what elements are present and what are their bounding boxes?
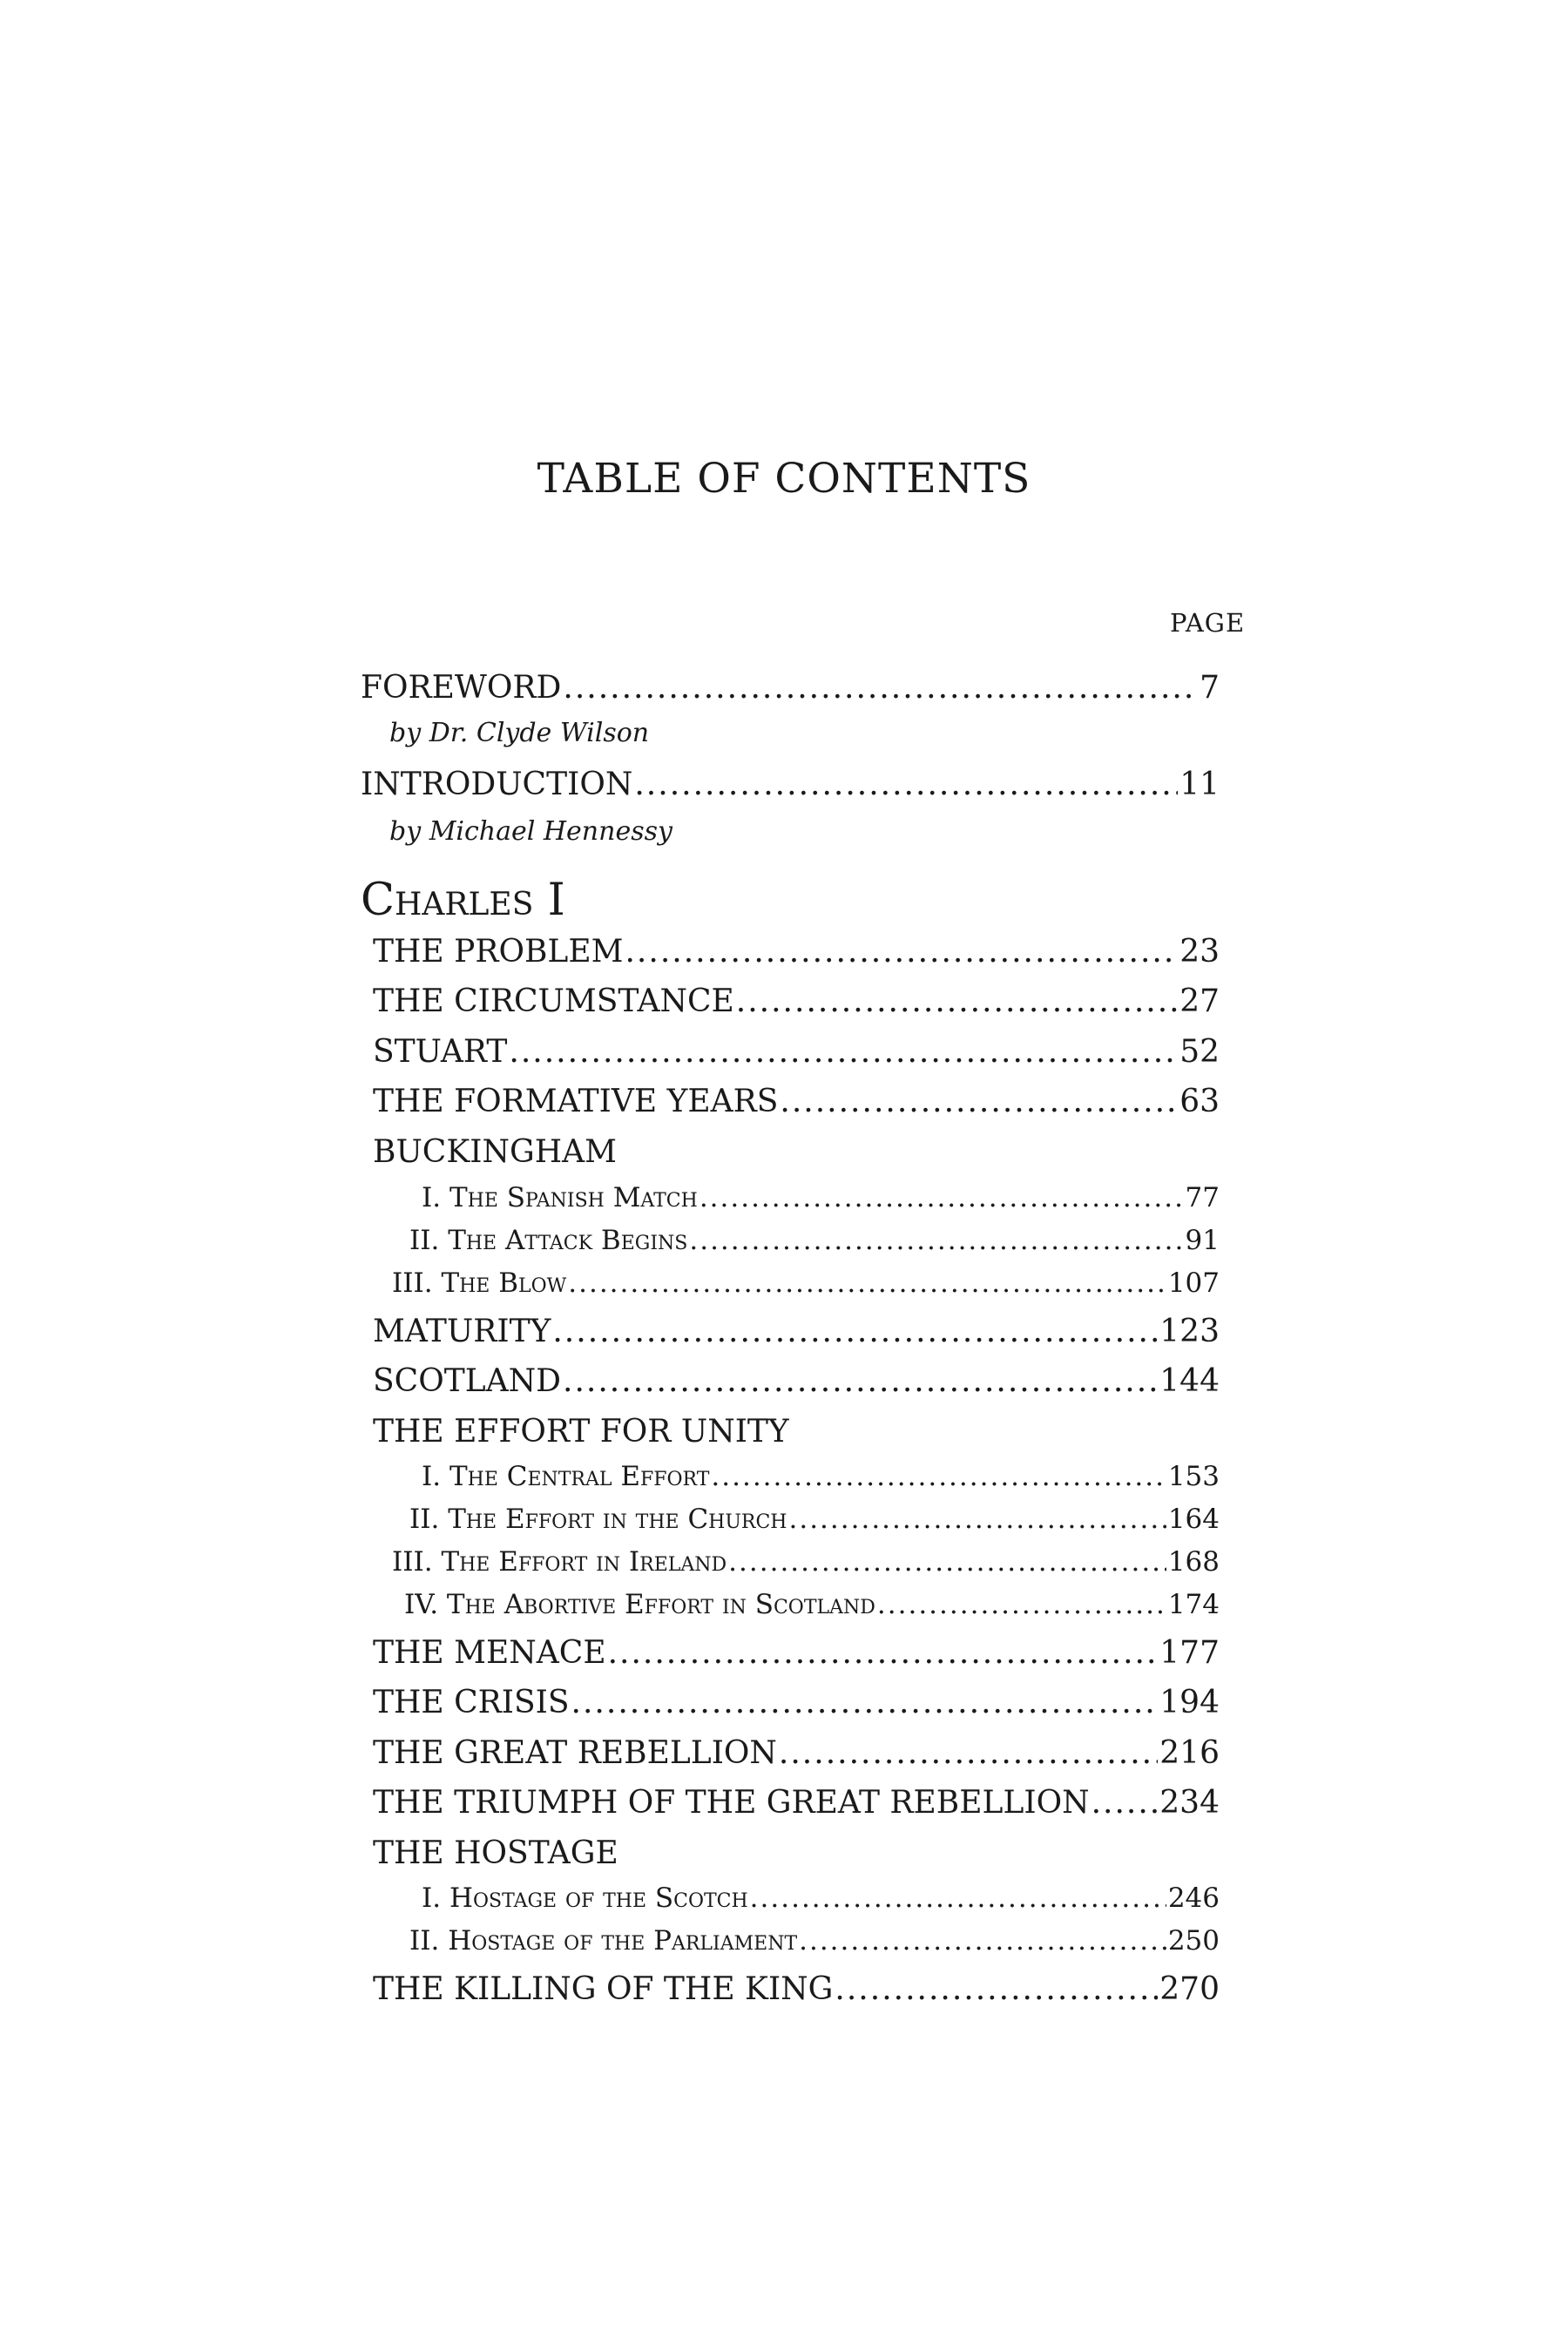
toc-subentry[interactable] — [392, 1546, 1220, 1578]
dot-leader — [750, 1885, 1166, 1912]
dot-leader — [563, 672, 1198, 704]
toc-entry[interactable] — [373, 1034, 1220, 1070]
entry-label: THE KILLING OF THE KING — [373, 1971, 834, 2007]
dot-leader — [509, 1037, 1178, 1068]
dot-leader — [788, 1506, 1166, 1533]
entry-label: THE TRIUMPH OF THE GREAT REBELLION — [373, 1785, 1090, 1821]
toc-entry-foreword[interactable] — [361, 672, 1220, 704]
foreword-byline: by Dr. Clyde Wilson — [389, 718, 650, 748]
entry-label: I. The Spanish Match — [422, 1182, 698, 1213]
section-title: Charles I — [361, 875, 565, 926]
entry-label: THE PROBLEM — [373, 934, 624, 970]
dot-leader — [571, 1687, 1159, 1719]
dot-leader — [608, 1638, 1159, 1669]
page-column-header: PAGE — [1170, 608, 1246, 638]
entry-page: 250 — [1167, 1925, 1220, 1957]
entry-label: STUART — [373, 1034, 508, 1070]
dot-leader — [711, 1463, 1166, 1490]
entry-label: THE CIRCUMSTANCE — [373, 983, 734, 1019]
toc-entry[interactable] — [373, 1687, 1220, 1719]
dot-leader — [1092, 1788, 1159, 1819]
entry-label: II. Hostage of the Parliament — [409, 1925, 798, 1957]
toc-entry[interactable] — [373, 1735, 1220, 1771]
toc-entry-introduction[interactable] — [361, 769, 1220, 801]
introduction-byline: by Michael Hennessy — [389, 816, 672, 847]
entry-page: 7 — [1200, 670, 1220, 706]
toc-entry[interactable] — [373, 1363, 1220, 1399]
entry-label: SCOTLAND — [373, 1363, 561, 1399]
entry-page: 107 — [1167, 1267, 1220, 1299]
chapter-heading[interactable]: BUCKINGHAM — [373, 1134, 617, 1170]
entry-label: III. The Blow — [392, 1267, 567, 1299]
entry-page: 270 — [1159, 1971, 1220, 2007]
toc-subentry[interactable] — [404, 1589, 1220, 1620]
dot-leader — [736, 986, 1178, 1017]
page-title: TABLE OF CONTENTS — [537, 455, 1031, 503]
dot-leader — [779, 1738, 1158, 1769]
entry-page: 164 — [1167, 1504, 1220, 1535]
toc-subentry[interactable] — [409, 1227, 1220, 1254]
dot-leader — [568, 1270, 1166, 1297]
entry-page: 11 — [1179, 767, 1220, 802]
toc-subentry[interactable] — [409, 1506, 1220, 1533]
entry-label: III. The Effort in Ireland — [392, 1546, 727, 1578]
entry-page: 177 — [1159, 1635, 1220, 1671]
dot-leader — [700, 1185, 1184, 1212]
entry-label: I. Hostage of the Scotch — [422, 1882, 748, 1914]
toc-entry[interactable] — [373, 936, 1220, 968]
entry-label: FOREWORD — [361, 670, 562, 706]
toc-entry[interactable] — [373, 1086, 1220, 1118]
entry-page: 234 — [1159, 1785, 1220, 1821]
dot-leader — [552, 1316, 1158, 1348]
entry-page: 77 — [1185, 1182, 1220, 1213]
entry-page: 27 — [1179, 983, 1220, 1019]
entry-label: INTRODUCTION — [361, 767, 633, 802]
dot-leader — [877, 1592, 1166, 1619]
chapter-heading[interactable]: THE HOSTAGE — [373, 1835, 618, 1871]
entry-label: THE MENACE — [373, 1635, 606, 1671]
dot-leader — [625, 936, 1178, 968]
toc-subentry[interactable] — [409, 1925, 1220, 1957]
entry-page: 246 — [1167, 1882, 1220, 1914]
entry-label: I. The Central Effort — [422, 1461, 710, 1492]
toc-entry[interactable] — [373, 1971, 1220, 2007]
toc-entry[interactable] — [373, 983, 1220, 1019]
toc-subentry[interactable] — [392, 1267, 1220, 1299]
entry-label: IV. The Abortive Effort in Scotland — [404, 1589, 875, 1620]
dot-leader — [689, 1227, 1183, 1254]
entry-label: MATURITY — [373, 1314, 551, 1349]
toc-subentry[interactable] — [422, 1463, 1220, 1490]
chapter-heading[interactable]: THE EFFORT FOR UNITY — [373, 1414, 789, 1450]
toc-entry[interactable] — [373, 1316, 1220, 1348]
entry-page: 174 — [1167, 1589, 1220, 1620]
entry-page: 52 — [1179, 1034, 1220, 1070]
entry-label: THE GREAT REBELLION — [373, 1735, 777, 1771]
dot-leader — [634, 769, 1178, 801]
dot-leader — [835, 1974, 1158, 2005]
entry-label: II. The Attack Begins — [409, 1225, 688, 1256]
toc-entry[interactable] — [373, 1635, 1220, 1671]
entry-page: 23 — [1179, 934, 1220, 970]
entry-label: II. The Effort in the Church — [409, 1504, 787, 1535]
toc-entry[interactable] — [373, 1785, 1220, 1821]
entry-page: 194 — [1159, 1685, 1220, 1720]
entry-label: THE CRISIS — [373, 1685, 570, 1720]
dot-leader — [780, 1086, 1178, 1118]
entry-page: 153 — [1167, 1461, 1220, 1492]
dot-leader — [799, 1928, 1166, 1955]
dot-leader — [563, 1366, 1158, 1397]
entry-page: 168 — [1167, 1546, 1220, 1578]
toc-subentry[interactable] — [422, 1182, 1220, 1213]
entry-page: 91 — [1185, 1225, 1220, 1256]
entry-page: 63 — [1179, 1084, 1220, 1119]
entry-page: 123 — [1159, 1314, 1220, 1349]
toc-subentry[interactable] — [422, 1882, 1220, 1914]
entry-label: THE FORMATIVE YEARS — [373, 1084, 779, 1119]
entry-page: 144 — [1159, 1363, 1220, 1399]
entry-page: 216 — [1159, 1735, 1220, 1771]
dot-leader — [728, 1549, 1166, 1576]
